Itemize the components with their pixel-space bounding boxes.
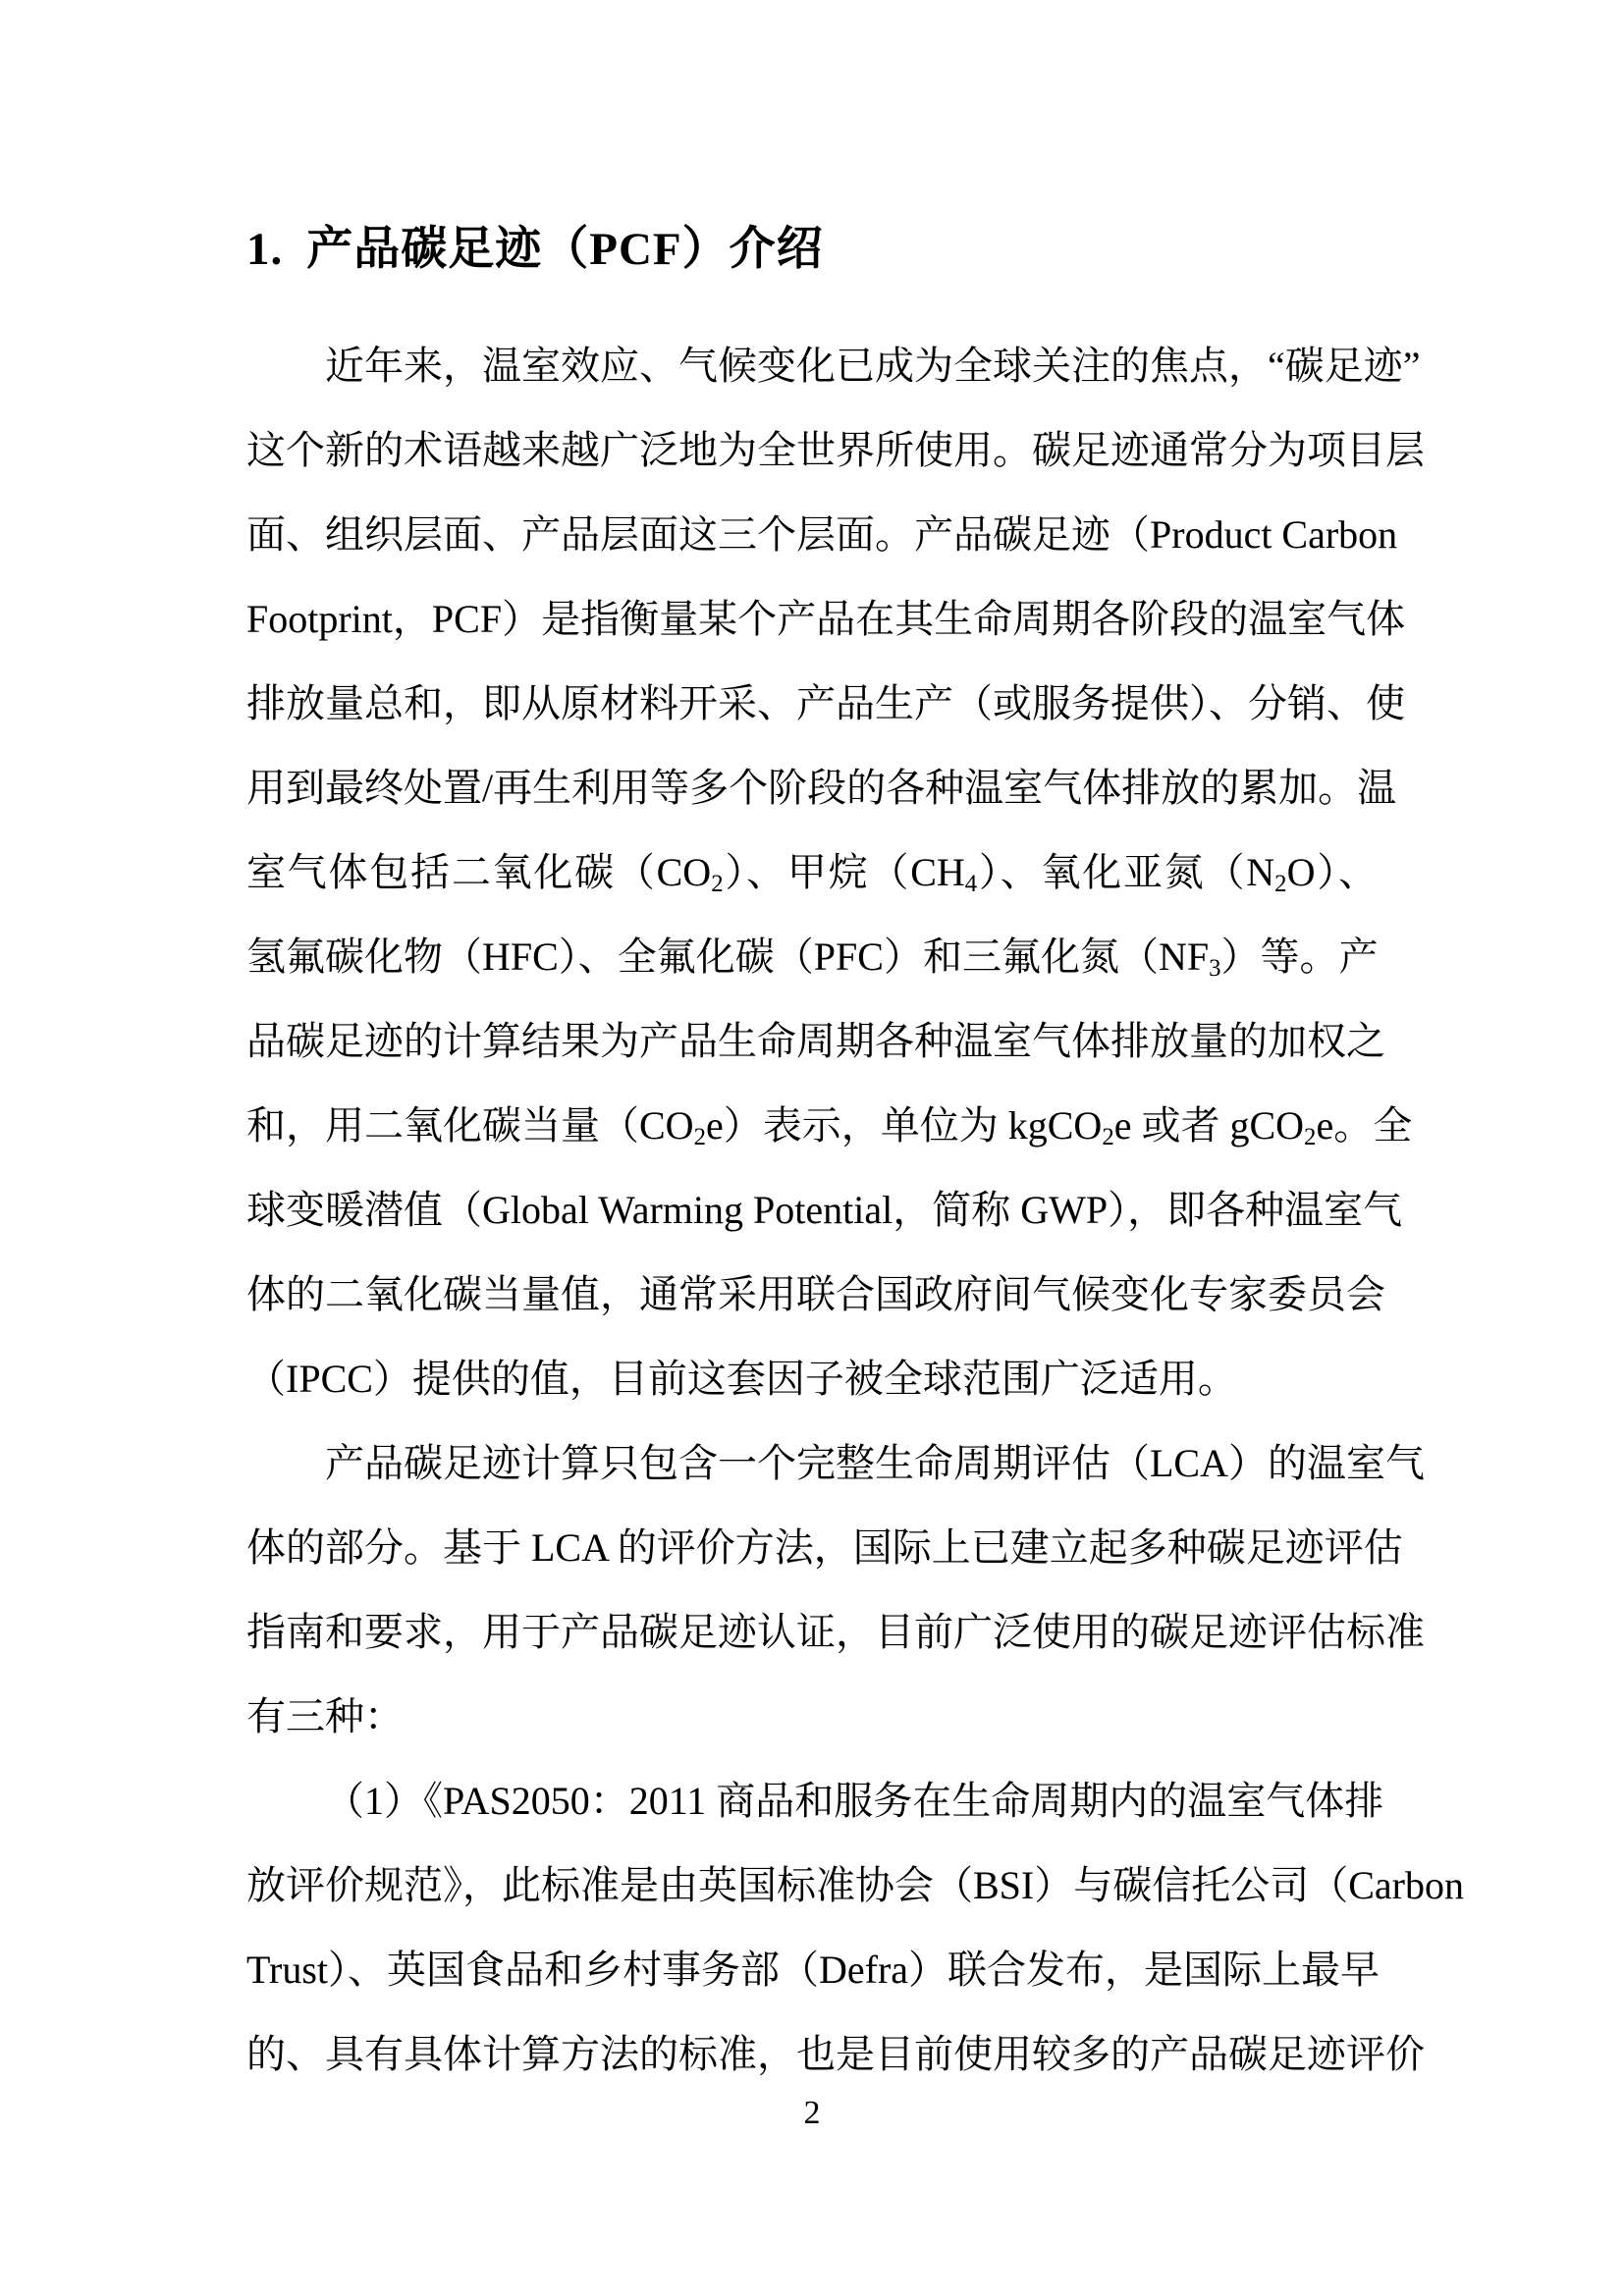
section-title: 产品碳足迹（PCF）介绍 — [306, 224, 824, 275]
body-line: 指南和要求，用于产品碳足迹认证，目前广泛使用的碳足迹评估标准 — [246, 1610, 1425, 1654]
body-line: 体的部分。基于 LCA 的评价方法，国际上已建立起多种碳足迹评估 — [246, 1525, 1403, 1570]
section-number: 1. — [246, 224, 284, 275]
body-line: 有三种： — [246, 1694, 404, 1738]
body-line: 用到最终处置/再生利用等多个阶段的各种温室气体排放的累加。温 — [246, 766, 1397, 810]
subscript-text: 2 — [1102, 1124, 1114, 1151]
subscript-text: 2 — [693, 1124, 706, 1151]
body-line: Footprint，PCF）是指衡量某个产品在其生命周期各阶段的温室气体 — [246, 597, 1406, 641]
body-line: 产品碳足迹计算只包含一个完整生命周期评估（LCA）的温室气 — [325, 1441, 1425, 1485]
body-line: 球变暖潜值（Global Warming Potential，简称 GWP），即各种温室气 — [246, 1188, 1403, 1232]
document-body — [246, 324, 1464, 2097]
body-line: 和，用二氧化碳当量$(CO_2e)$表示，单位为 kgCO$_2$e 或者 gCO$_2$e。全 — [246, 1103, 1413, 1151]
body-line: （1）《PAS2050：2011 商品和服务在生命周期内的温室气体排 — [325, 1779, 1384, 1823]
body-line: （IPCC）提供的值，目前这套因子被全球范围广泛适用。 — [246, 1357, 1237, 1401]
body-line: 放评价规范》，此标准是由英国标准协会（BSI）与碳信托公司（Carbon — [246, 1863, 1464, 1907]
subscript-text: 2 — [1274, 871, 1287, 898]
body-line: 排放量总和，即从原材料开采、产品生产（或服务提供）、分销、使 — [246, 681, 1405, 725]
subscript-text: 2 — [1304, 1124, 1317, 1151]
body-line: 这个新的术语越来越广泛地为全世界所使用。碳足迹通常分为项目层 — [246, 428, 1425, 472]
subscript-text: 2 — [711, 871, 724, 898]
page-number: 2 — [803, 2095, 821, 2131]
body-line: 面、组织层面、产品层面这三个层面。产品碳足迹（Product Carbon — [246, 512, 1398, 557]
body-line: 的、具有具体计算方法的标准，也是目前使用较多的产品碳足迹评价 — [246, 2032, 1425, 2076]
section-heading — [246, 212, 824, 278]
subscript-text: 4 — [964, 871, 978, 898]
subscript-text: 3 — [1209, 955, 1221, 983]
body-line: 室气体包括二氧化碳$(CO_2)$、甲烷$(CH_4)$、氧化亚氮$(N_2O)$、 — [246, 850, 1378, 898]
body-line: 近年来，温室效应、气候变化已成为全球关注的焦点，“碳足迹” — [325, 344, 1421, 388]
body-line: 体的二氧化碳当量值，通常采用联合国政府间气候变化专家委员会 — [246, 1272, 1385, 1316]
body-line: 氢氟碳化物（HFC）、全氟化碳（PFC）和三氟化氮$(NF_3)$等。产 — [246, 934, 1379, 983]
body-line: 品碳足迹的计算结果为产品生命周期各种温室气体排放量的加权之 — [246, 1019, 1385, 1063]
body-line: Trust）、英国食品和乡村事务部（Defra）联合发布，是国际上最早 — [246, 1948, 1380, 1992]
